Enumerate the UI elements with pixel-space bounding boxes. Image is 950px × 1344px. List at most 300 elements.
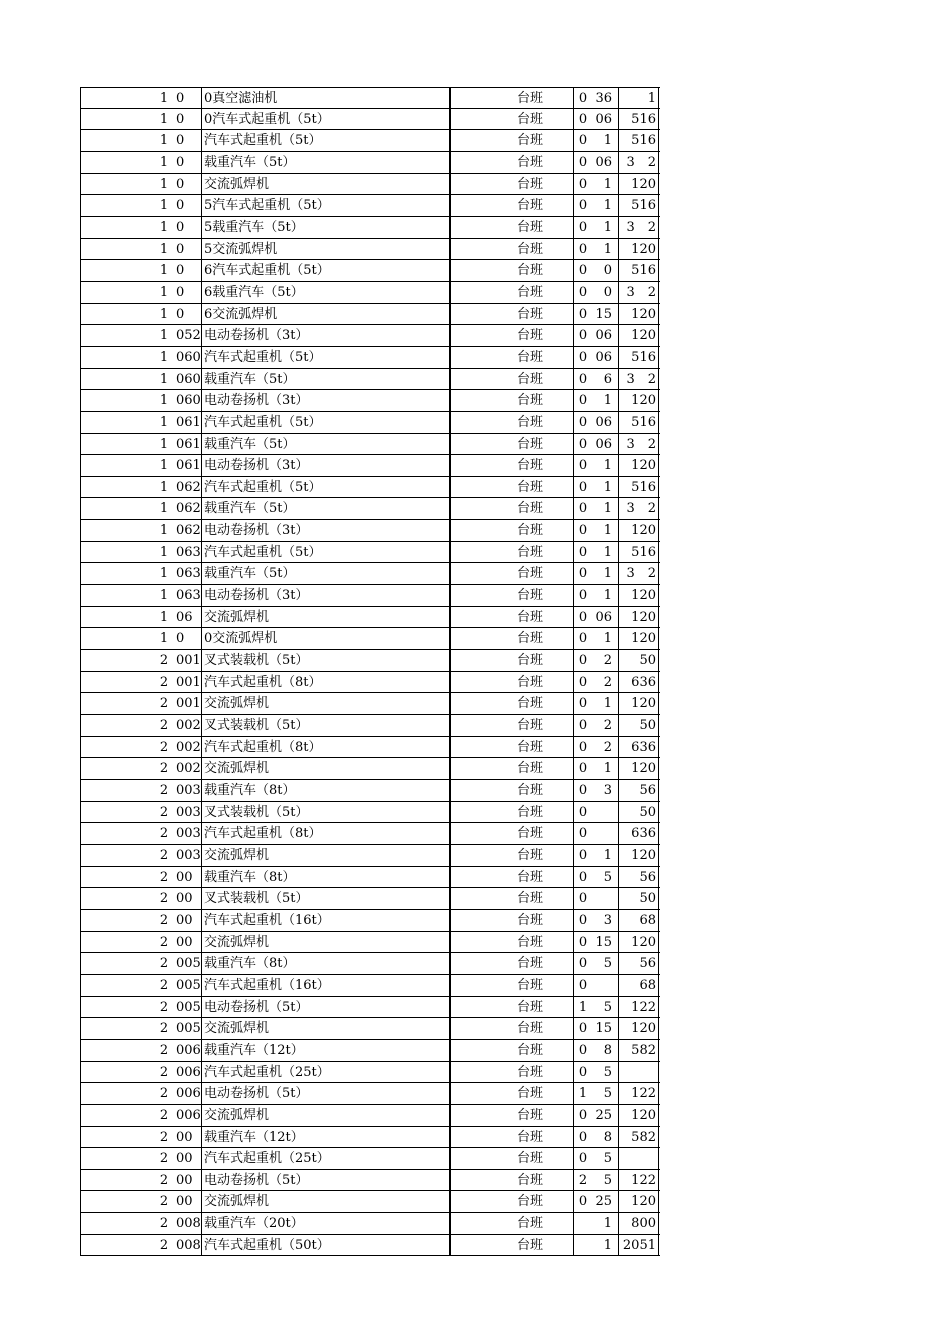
column-border: [201, 607, 202, 628]
column-border: [618, 823, 619, 844]
code-minor: 00: [176, 891, 193, 907]
column-border: [80, 737, 81, 758]
code-major: 2: [159, 718, 169, 734]
item-code-cell: [80, 174, 192, 195]
column-border: [618, 1127, 619, 1148]
price-cell: 3 2: [626, 566, 656, 582]
quantity-integer: 0: [578, 393, 588, 409]
code-minor: 00: [176, 869, 193, 885]
table-row: [80, 152, 660, 174]
quantity-cell: [574, 109, 620, 130]
machine-name-cell: 载重汽车（8t）: [204, 869, 296, 885]
column-border: [449, 477, 451, 498]
column-border: [573, 997, 574, 1018]
column-border: [618, 1018, 619, 1039]
price-cell: 120: [631, 241, 656, 257]
machine-name-cell: 汽车式起重机（5t）: [204, 414, 322, 430]
column-border: [201, 1083, 202, 1104]
price-cell: 582: [631, 1042, 656, 1058]
item-code-cell: [80, 434, 201, 455]
machine-name-cell: 0交流弧焊机: [204, 631, 278, 647]
column-border: [573, 693, 574, 714]
column-border: [618, 130, 619, 151]
price-cell: 122: [631, 1172, 656, 1188]
quantity-integer: 0: [578, 566, 588, 582]
quantity-decimal: 8: [603, 1129, 612, 1145]
price-cell: 516: [631, 198, 656, 214]
column-border: [573, 369, 574, 390]
machine-name-cell: 交流弧焊机: [204, 847, 270, 863]
code-minor: 003: [176, 783, 201, 798]
price-cell: [620, 1062, 658, 1083]
quantity-integer: 0: [578, 934, 588, 950]
unit-cell: 台班: [516, 479, 543, 495]
item-code-cell: [80, 390, 201, 411]
column-border: [201, 174, 202, 195]
quantity-integer: 0: [578, 219, 588, 235]
unit-cell: 台班: [516, 696, 543, 712]
column-border: [658, 1235, 659, 1256]
column-border: [449, 910, 451, 931]
quantity-cell: [574, 1191, 620, 1212]
code-major: 1: [159, 479, 169, 495]
column-border: [618, 758, 619, 779]
code-minor: 006: [176, 1042, 201, 1058]
column-border: [658, 325, 659, 346]
unit-cell: 台班: [516, 1064, 543, 1080]
column-border: [449, 88, 451, 108]
column-border: [658, 239, 659, 260]
code-major: 1: [159, 284, 169, 300]
column-border: [618, 715, 619, 736]
code-major: 2: [159, 912, 169, 928]
table-row: [80, 1170, 660, 1192]
column-border: [658, 304, 659, 325]
quantity-integer: 0: [578, 523, 588, 539]
column-border: [618, 1062, 619, 1083]
column-border: [201, 997, 202, 1018]
machine-name-cell: 载重汽车（5t）: [204, 566, 296, 582]
code-minor: 003: [176, 826, 201, 842]
code-major: 2: [159, 956, 169, 972]
price-cell: 2051: [622, 1237, 656, 1253]
code-major: 2: [159, 1086, 169, 1102]
column-border: [618, 390, 619, 411]
column-border: [573, 975, 574, 996]
column-border: [573, 823, 574, 844]
column-border: [573, 542, 574, 563]
price-cell: 636: [631, 826, 656, 842]
code-minor: 001: [176, 696, 201, 712]
quantity-integer: 0: [578, 1151, 588, 1167]
column-border: [80, 195, 81, 216]
price-cell: 516: [631, 544, 656, 560]
column-border: [658, 195, 659, 216]
column-border: [449, 650, 451, 671]
unit-cell: 台班: [516, 393, 543, 409]
column-border: [658, 1040, 659, 1061]
item-code-cell: [80, 542, 201, 563]
unit-cell: 台班: [516, 891, 543, 907]
column-border: [618, 195, 619, 216]
item-code-cell: [80, 498, 201, 519]
price-cell: 3 2: [626, 284, 656, 300]
column-border: [80, 563, 81, 584]
column-border: [618, 1040, 619, 1061]
table-row: [80, 1127, 660, 1149]
column-border: [618, 455, 619, 476]
table-row: [80, 1105, 660, 1127]
column-border: [573, 1213, 574, 1234]
table-row: [80, 845, 660, 867]
code-major: 2: [159, 999, 169, 1015]
column-border: [80, 758, 81, 779]
column-border: [201, 823, 202, 844]
quantity-decimal: 1: [603, 198, 612, 214]
column-border: [449, 434, 451, 455]
quantity-integer: 0: [578, 718, 588, 734]
code-minor: 060: [176, 349, 201, 365]
table-row: [80, 282, 660, 304]
column-border: [201, 498, 202, 519]
quantity-cell: [574, 672, 620, 693]
quantity-cell: [574, 304, 620, 325]
quantity-cell: [574, 1040, 620, 1061]
machine-name-cell: 交流弧焊机: [204, 176, 270, 192]
quantity-cell: [574, 1018, 620, 1039]
code-minor: 06: [176, 609, 193, 625]
unit-cell: 台班: [516, 739, 543, 755]
column-border: [449, 867, 451, 888]
item-code-cell: [80, 975, 201, 996]
column-border: [573, 607, 574, 628]
machine-name-cell: 电动卷扬机（5t）: [204, 999, 309, 1015]
price-cell: 50: [639, 891, 656, 907]
column-border: [449, 455, 451, 476]
unit-cell: 台班: [516, 609, 543, 625]
item-code-cell: [80, 563, 201, 584]
code-major: 1: [159, 306, 169, 322]
item-code-cell: [80, 239, 192, 260]
column-border: [618, 1235, 619, 1256]
column-border: [449, 1170, 451, 1191]
column-border: [618, 1170, 619, 1191]
item-code-cell: [80, 802, 201, 823]
quantity-decimal: 6: [603, 371, 612, 387]
code-major: 2: [159, 1151, 169, 1167]
code-major: 1: [159, 458, 169, 474]
quantity-decimal: 5: [603, 1086, 612, 1102]
table-row: [80, 304, 660, 326]
code-minor: 063: [176, 566, 201, 582]
table-row: [80, 975, 660, 997]
code-major: 1: [159, 198, 169, 214]
column-border: [80, 1127, 81, 1148]
table-row: [80, 867, 660, 889]
column-border: [658, 997, 659, 1018]
table-row: [80, 1018, 660, 1040]
quantity-decimal: 0: [603, 263, 612, 279]
code-minor: 061: [176, 414, 201, 430]
quantity-cell: [574, 693, 620, 714]
item-code-cell: [80, 823, 201, 844]
unit-cell: 台班: [516, 1216, 543, 1232]
column-border: [449, 758, 451, 779]
quantity-decimal: 15: [595, 306, 612, 322]
machine-name-cell: 汽车式起重机（8t）: [204, 739, 322, 755]
column-border: [80, 542, 81, 563]
column-border: [658, 563, 659, 584]
quantity-cell: [574, 542, 620, 563]
unit-cell: 台班: [516, 284, 543, 300]
column-border: [573, 130, 574, 151]
quantity-cell: [574, 888, 620, 909]
column-border: [618, 88, 619, 108]
machine-name-cell: 载重汽车（8t）: [204, 956, 296, 972]
quantity-integer: 0: [578, 891, 588, 907]
machine-name-cell: 载重汽车（5t）: [204, 436, 296, 452]
price-cell: 120: [631, 696, 656, 712]
quantity-cell: [574, 1148, 620, 1169]
column-border: [573, 867, 574, 888]
quantity-cell: [574, 780, 620, 801]
code-major: 2: [159, 1194, 169, 1210]
column-border: [658, 693, 659, 714]
column-border: [80, 715, 81, 736]
machine-name-cell: 汽车式起重机（5t）: [204, 479, 322, 495]
column-border: [658, 845, 659, 866]
column-border: [573, 174, 574, 195]
quantity-cell: [574, 239, 620, 260]
column-border: [573, 932, 574, 953]
column-border: [449, 369, 451, 390]
quantity-integer: 0: [578, 371, 588, 387]
column-border: [618, 563, 619, 584]
quantity-cell: [574, 910, 620, 931]
column-border: [573, 347, 574, 368]
item-code-cell: [80, 910, 192, 931]
column-border: [618, 650, 619, 671]
code-minor: 00: [176, 1194, 193, 1210]
code-minor: 002: [176, 739, 201, 755]
column-border: [80, 975, 81, 996]
unit-cell: 台班: [516, 653, 543, 669]
code-major: 2: [159, 1216, 169, 1232]
column-border: [658, 1105, 659, 1126]
code-major: 2: [159, 1237, 169, 1253]
code-minor: 0: [176, 263, 185, 279]
column-border: [201, 845, 202, 866]
quantity-decimal: 1: [603, 133, 612, 149]
code-minor: 0: [176, 176, 185, 192]
quantity-integer: 0: [578, 869, 588, 885]
code-minor: 060: [176, 371, 201, 387]
column-border: [658, 910, 659, 931]
code-minor: 005: [176, 956, 201, 972]
column-border: [80, 412, 81, 433]
quantity-integer: 0: [578, 1021, 588, 1037]
unit-cell: 台班: [516, 1086, 543, 1102]
quantity-decimal: 1: [603, 219, 612, 235]
table-row: [80, 758, 660, 780]
price-cell: 516: [631, 133, 656, 149]
column-border: [618, 975, 619, 996]
column-border: [80, 477, 81, 498]
machine-name-cell: 交流弧焊机: [204, 1107, 270, 1123]
unit-cell: 台班: [516, 176, 543, 192]
column-border: [618, 260, 619, 281]
column-border: [573, 412, 574, 433]
unit-cell: 台班: [516, 436, 543, 452]
item-code-cell: [80, 888, 192, 909]
machine-name-cell: 汽车式起重机（5t）: [204, 544, 322, 560]
column-border: [658, 260, 659, 281]
code-minor: 063: [176, 544, 201, 560]
column-border: [658, 217, 659, 238]
code-minor: 003: [176, 804, 201, 820]
quantity-decimal: 5: [603, 869, 612, 885]
item-code-cell: [80, 195, 192, 216]
quantity-integer: 0: [578, 912, 588, 928]
column-border: [449, 1127, 451, 1148]
item-code-cell: [80, 693, 201, 714]
quantity-decimal: 06: [595, 414, 612, 430]
column-border: [618, 867, 619, 888]
machine-name-cell: 交流弧焊机: [204, 1021, 270, 1037]
column-border: [618, 217, 619, 238]
quantity-decimal: 1: [603, 566, 612, 582]
column-border: [658, 780, 659, 801]
item-code-cell: [80, 369, 201, 390]
column-border: [80, 455, 81, 476]
code-major: 1: [159, 436, 169, 452]
column-border: [618, 910, 619, 931]
quantity-decimal: 25: [595, 1107, 612, 1123]
column-border: [201, 1040, 202, 1061]
quantity-decimal: 5: [603, 1151, 612, 1167]
column-border: [573, 737, 574, 758]
quantity-cell: [574, 845, 620, 866]
column-border: [658, 369, 659, 390]
unit-cell: 台班: [516, 91, 543, 106]
unit-cell: 台班: [516, 566, 543, 582]
machinery-table: [80, 87, 660, 1256]
unit-cell: 台班: [516, 154, 543, 170]
column-border: [658, 715, 659, 736]
column-border: [201, 239, 202, 260]
column-border: [449, 282, 451, 303]
column-border: [658, 650, 659, 671]
quantity-integer: 0: [578, 847, 588, 863]
column-border: [201, 520, 202, 541]
unit-cell: 台班: [516, 133, 543, 149]
column-border: [658, 628, 659, 649]
quantity-decimal: 5: [603, 1172, 612, 1188]
column-border: [618, 1083, 619, 1104]
column-border: [449, 109, 451, 130]
column-border: [201, 1213, 202, 1234]
unit-cell: 台班: [516, 977, 543, 993]
machine-name-cell: 汽车式起重机（25t）: [204, 1151, 330, 1167]
quantity-decimal: 06: [595, 349, 612, 365]
code-minor: 00: [176, 1172, 193, 1188]
price-cell: 3 2: [626, 436, 656, 452]
column-border: [201, 1127, 202, 1148]
column-border: [449, 607, 451, 628]
quantity-decimal: 15: [595, 934, 612, 950]
quantity-cell: [574, 260, 620, 281]
table-row: [80, 693, 660, 715]
quantity-cell: [574, 455, 620, 476]
column-border: [449, 217, 451, 238]
column-border: [618, 239, 619, 260]
unit-cell: 台班: [516, 826, 543, 842]
column-border: [658, 498, 659, 519]
price-cell: 120: [631, 631, 656, 647]
machine-name-cell: 叉式装载机（5t）: [204, 804, 309, 820]
quantity-integer: 0: [578, 284, 588, 300]
item-code-cell: [80, 780, 201, 801]
machine-name-cell: 载重汽车（12t）: [204, 1129, 304, 1145]
column-border: [573, 585, 574, 606]
price-cell: 68: [639, 912, 656, 928]
machine-name-cell: 交流弧焊机: [204, 1194, 270, 1210]
code-minor: 00: [176, 1151, 193, 1167]
column-border: [618, 1148, 619, 1169]
column-border: [658, 737, 659, 758]
quantity-decimal: 06: [595, 436, 612, 452]
quantity-decimal: 2: [603, 674, 612, 690]
machine-name-cell: 载重汽车（5t）: [204, 501, 296, 517]
code-minor: 061: [176, 458, 201, 474]
column-border: [658, 1018, 659, 1039]
table-row: [80, 628, 660, 650]
code-major: 1: [159, 501, 169, 517]
quantity-cell: [574, 174, 620, 195]
code-minor: 008: [176, 1237, 201, 1253]
column-border: [201, 260, 202, 281]
column-border: [658, 1213, 659, 1234]
machine-name-cell: 叉式装载机（5t）: [204, 891, 309, 907]
quantity-decimal: 25: [595, 1194, 612, 1210]
machine-name-cell: 电动卷扬机（3t）: [204, 523, 309, 539]
table-row: [80, 802, 660, 824]
table-row: [80, 1148, 660, 1170]
code-minor: 006: [176, 1086, 201, 1102]
column-border: [618, 845, 619, 866]
code-minor: 002: [176, 761, 201, 777]
table-row: [80, 953, 660, 975]
column-border: [449, 304, 451, 325]
machine-name-cell: 5载重汽车（5t）: [204, 219, 304, 235]
column-border: [573, 1040, 574, 1061]
item-code-cell: [80, 1040, 201, 1061]
table-row: [80, 823, 660, 845]
column-border: [658, 867, 659, 888]
quantity-integer: 0: [578, 479, 588, 495]
column-border: [658, 975, 659, 996]
quantity-cell: [574, 1170, 620, 1191]
code-minor: 063: [176, 588, 201, 604]
column-border: [80, 434, 81, 455]
column-border: [80, 802, 81, 823]
column-border: [80, 239, 81, 260]
column-border: [618, 953, 619, 974]
item-code-cell: [80, 1213, 201, 1234]
column-border: [449, 347, 451, 368]
quantity-decimal: 2: [603, 653, 612, 669]
column-border: [201, 953, 202, 974]
